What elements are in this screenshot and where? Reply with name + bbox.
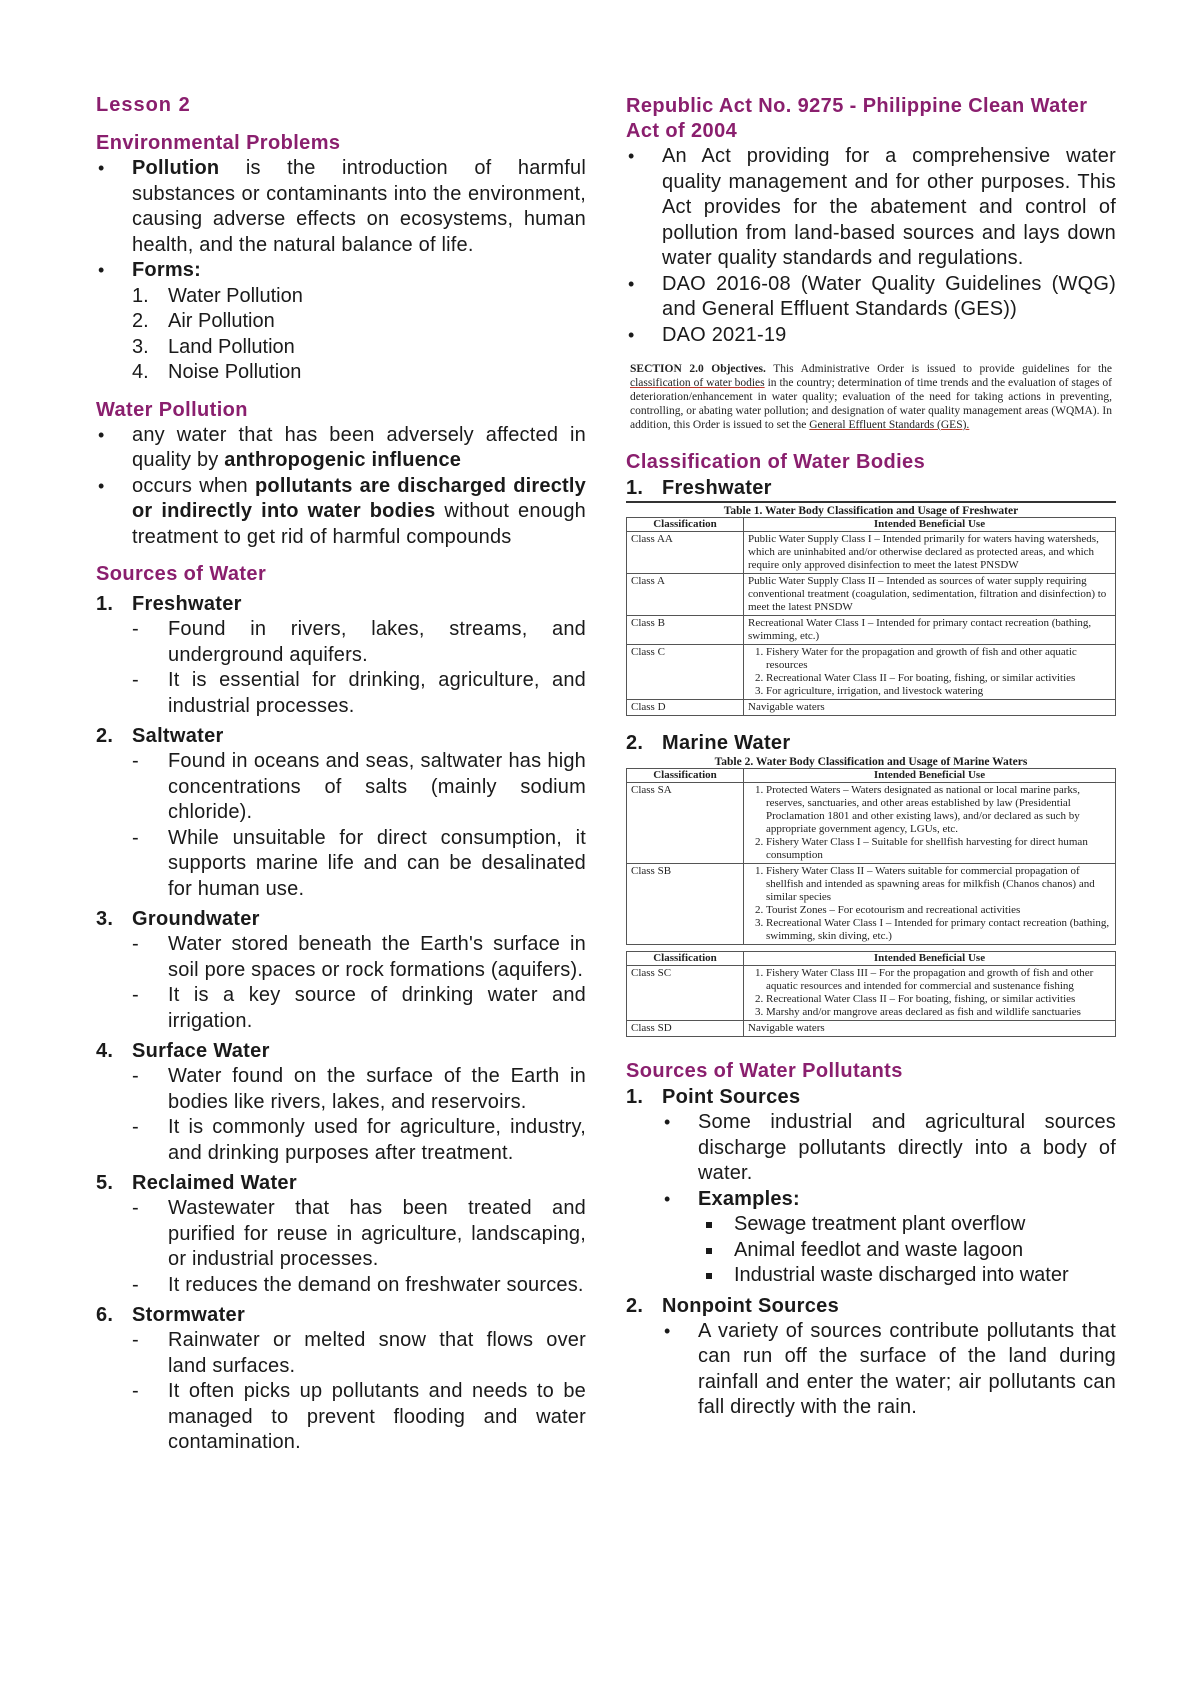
use-cell: Recreational Water Class I – Intended for primary contact recreation (bathing, swimming, etc.) — [744, 616, 1116, 645]
forms-item — [96, 258, 586, 284]
nonpoint-title: Nonpoint Sources — [662, 1294, 840, 1317]
excerpt-section-title: SECTION 2.0 Objectives. — [630, 363, 766, 375]
marine-title: Marine Water — [662, 732, 791, 754]
env-problems-list — [96, 156, 586, 284]
source-title-text: Saltwater — [132, 725, 224, 747]
marine-head — [626, 730, 1116, 756]
water-pollution-bullet-2 — [96, 474, 586, 551]
class-cell: Class SB — [627, 864, 744, 945]
form-number: 2. — [132, 310, 149, 332]
table-3-col-use: Intended Beneficial Use — [744, 952, 1116, 966]
form-label: Water Pollution — [168, 284, 303, 307]
example-item: Sewage treatment plant overflow — [662, 1212, 1116, 1238]
lesson-title: Lesson 2 — [96, 94, 191, 116]
nonpoint-num: 2. — [626, 1294, 644, 1317]
source-detail: - While unsuitable for direct consumption, it supports marine life and can be desalinated for human use. — [96, 826, 586, 903]
source-title — [96, 723, 586, 749]
use-list-item: 2. Recreational Water Class II – For boating, fishing, or similar activities — [766, 672, 1111, 685]
marine-num: 2. — [626, 732, 644, 754]
source-title-text: Groundwater — [132, 908, 260, 930]
source-number: 6. — [96, 1304, 114, 1326]
use-list — [748, 865, 1111, 943]
nonpoint-sources — [626, 1293, 1116, 1421]
wp-b1-text: any water that has been adversely affected in quality by — [132, 423, 586, 471]
nonpoint-sources-list — [626, 1319, 1116, 1421]
use-list — [748, 646, 1111, 698]
source-title — [96, 1302, 586, 1328]
pollution-definition — [96, 156, 586, 258]
class-cell: Class SD — [627, 1021, 744, 1037]
table-row — [627, 864, 1116, 945]
freshwater-head — [626, 475, 1116, 501]
use-list-item: 2. Fishery Water Class I – Suitable for shellfish harvesting for direct human consumption — [766, 836, 1111, 862]
use-cell — [744, 783, 1116, 864]
source-detail: - Found in oceans and seas, saltwater has high concentrations of salts (mainly sodium chloride). — [96, 749, 586, 826]
class-cell: Class D — [627, 700, 744, 716]
table-1 — [626, 501, 1116, 716]
table-row — [627, 1021, 1116, 1037]
table-2-caption: Table 2. Water Body Classification and Usage of Marine Waters — [714, 756, 1028, 768]
use-cell: Navigable waters — [744, 1021, 1116, 1037]
use-cell — [744, 645, 1116, 700]
examples-label: Examples: — [698, 1187, 800, 1210]
table-row — [627, 574, 1116, 616]
use-list-item: 3. Recreational Water Class I – Intended for primary contact recreation (bathing, swimming, skin diving, etc.) — [766, 917, 1111, 943]
source-item — [96, 1302, 586, 1456]
table-row — [627, 616, 1116, 645]
class-cell: Class SC — [627, 966, 744, 1021]
source-number: 5. — [96, 1172, 114, 1194]
source-item — [96, 1038, 586, 1166]
use-list-item: 1. Fishery Water Class III – For the propagation and growth of fish and other aquatic resources and intended for commercial and sustenance fishing — [766, 967, 1111, 993]
source-detail: - Rainwater or melted snow that flows over land surfaces. — [96, 1328, 586, 1379]
source-detail: - It is essential for drinking, agriculture, and industrial processes. — [96, 668, 586, 719]
source-title-text: Surface Water — [132, 1040, 270, 1062]
ra-heading: Republic Act No. 9275 - Philippine Clean Water Act of 2004 — [626, 95, 1088, 142]
use-list-item: 2. Recreational Water Class II – For boating, fishing, or similar activities — [766, 993, 1111, 1006]
use-cell: Public Water Supply Class I – Intended primarily for waters having watersheds, which are uninhabited and/or otherwise declared as protected areas, and which require only approved disinfection to meet the latest PNSDW — [744, 532, 1116, 574]
form-item — [96, 335, 586, 361]
source-details — [96, 932, 586, 1034]
forms-label: Forms: — [132, 259, 201, 281]
pollutants-heading: Sources of Water Pollutants — [626, 1060, 903, 1082]
wp-b2-bold: pollutants are discharged directly or indirectly into water bodies — [132, 474, 586, 522]
use-cell: Public Water Supply Class II – Intended as sources of water supply requiring conventional treatment (coagulation, sedimentation, filtration and disinfection) to meet the latest PNSDW — [744, 574, 1116, 616]
excerpt-underline-2: General Effluent Standards (GES). — [809, 419, 970, 431]
class-cell: Class B — [627, 616, 744, 645]
point-sources — [626, 1084, 1116, 1289]
table-row — [627, 966, 1116, 1021]
example-item: Animal feedlot and waste lagoon — [662, 1238, 1116, 1264]
source-details — [96, 1196, 586, 1298]
form-label: Air Pollution — [168, 310, 275, 332]
point-sources-list — [626, 1110, 1116, 1212]
use-list-item: 1. Fishery Water Class II – Waters suitable for commercial propagation of shellfish and intended as spawning areas for milkfish (Chanos chanos) and similar species — [766, 865, 1111, 904]
class-cell: Class AA — [627, 532, 744, 574]
source-details — [96, 1328, 586, 1456]
source-item — [96, 906, 586, 1034]
example-item: Industrial waste discharged into water — [662, 1263, 1116, 1289]
class-cell: Class A — [627, 574, 744, 616]
use-cell — [744, 864, 1116, 945]
sources-list — [96, 591, 586, 1456]
use-list-item: 1. Fishery Water for the propagation and growth of fish and other aquatic resources — [766, 646, 1111, 672]
excerpt-text-a: This Administrative Order is issued to provide guidelines for the — [765, 363, 1112, 375]
examples-item — [626, 1187, 1116, 1213]
source-detail: - It reduces the demand on freshwater sources. — [96, 1273, 586, 1299]
pollution-def-text: is the introduction of harmful substances or contaminants into the environment, causing adverse effects on ecosystems, human health, and the natural balance of life. — [132, 157, 586, 256]
source-number: 4. — [96, 1040, 114, 1062]
table-3 — [626, 951, 1116, 1037]
source-detail: - It is a key source of drinking water and irrigation. — [96, 983, 586, 1034]
wp-b2-text: occurs when — [132, 474, 255, 497]
source-title — [96, 1170, 586, 1196]
table-2-col-use: Intended Beneficial Use — [744, 769, 1116, 783]
source-detail: - Found in rivers, lakes, streams, and underground aquifers. — [96, 617, 586, 668]
table-row — [627, 532, 1116, 574]
table-1-col-use: Intended Beneficial Use — [744, 518, 1116, 532]
form-label: Noise Pollution — [168, 361, 302, 383]
source-item — [96, 591, 586, 719]
table-3-col-class: Classification — [627, 952, 744, 966]
use-list-item: 1. Protected Waters – Waters designated as national or local marine parks, reserves, sanctuaries, and other areas established by law (Presidential Proclamation 1801 and other existing laws), and/or declared as such by appropriate government agency, LGUs, etc. — [766, 784, 1111, 836]
class-cell: Class SA — [627, 783, 744, 864]
fresh-title: Freshwater — [662, 477, 772, 499]
source-details — [96, 617, 586, 719]
form-label: Land Pollution — [168, 335, 295, 358]
use-list — [748, 784, 1111, 862]
source-details — [96, 749, 586, 902]
table-3-grid — [626, 951, 1116, 1037]
use-cell — [744, 966, 1116, 1021]
nonpoint-sources-head — [626, 1293, 1116, 1319]
use-list-item: 3. Marshy and/or mangrove areas declared as fish and wildlife sanctuaries — [766, 1006, 1111, 1019]
use-list-item: 3. For agriculture, irrigation, and livestock watering — [766, 685, 1111, 698]
source-detail: - It is commonly used for agriculture, industry, and drinking purposes after treatment. — [96, 1115, 586, 1166]
use-list-item: 2. Tourist Zones – For ecotourism and recreational activities — [766, 904, 1111, 917]
form-number: 3. — [132, 335, 149, 358]
source-title — [96, 1038, 586, 1064]
fresh-num: 1. — [626, 477, 644, 499]
table-row — [627, 700, 1116, 716]
env-problems-heading: Environmental Problems — [96, 132, 341, 154]
class-cell: Class C — [627, 645, 744, 700]
source-detail: - Wastewater that has been treated and purified for reuse in agriculture, landscaping, or industrial processes. — [96, 1196, 586, 1273]
source-number: 1. — [96, 593, 114, 615]
source-title-text: Freshwater — [132, 593, 242, 615]
freshwater-subheading — [626, 475, 1116, 501]
wp-b2-post: without enough treatment to get rid of harmful compounds — [132, 500, 586, 548]
source-title-text: Reclaimed Water — [132, 1172, 297, 1194]
source-details — [96, 1064, 586, 1166]
forms-list — [96, 284, 586, 386]
ra-bullet: • DAO 2021-19 — [626, 323, 1116, 349]
marine-subheading — [626, 730, 1116, 756]
form-item — [96, 360, 586, 386]
source-title — [96, 906, 586, 932]
source-detail: - Water found on the surface of the Earth in bodies like rivers, lakes, and reservoirs. — [96, 1064, 586, 1115]
sources-heading: Sources of Water — [96, 563, 267, 585]
source-detail: - Water stored beneath the Earth's surface in soil pore spaces or rock formations (aquifers). — [96, 932, 586, 983]
form-number: 1. — [132, 284, 149, 307]
table-row — [627, 783, 1116, 864]
table-1-caption: Table 1. Water Body Classification and Usage of Freshwater — [723, 505, 1019, 517]
classification-heading: Classification of Water Bodies — [626, 451, 926, 473]
table-2-grid — [626, 768, 1116, 945]
pollution-term: Pollution — [132, 157, 220, 179]
right-column — [626, 94, 1116, 1421]
use-cell: Navigable waters — [744, 700, 1116, 716]
table-2-col-class: Classification — [627, 769, 744, 783]
point-num: 1. — [626, 1086, 644, 1108]
source-item — [96, 723, 586, 902]
table-1-grid — [626, 517, 1116, 716]
point-sources-desc: • Some industrial and agricultural sources discharge pollutants directly into a body of water. — [626, 1110, 1116, 1187]
source-number: 2. — [96, 725, 114, 747]
wp-b1-bold: anthropogenic influence — [224, 449, 462, 471]
form-number: 4. — [132, 361, 149, 383]
excerpt-text-b: in the country; determination of time trends and the evaluation of stages of deterioration/enhancement in water quality; evaluation of the need for taking actions in preventing, controlling, or abating water pollution; and designation of water quality management areas (WQMA). In addition, this Order is issued to set the — [630, 377, 1112, 431]
source-title — [96, 591, 586, 617]
table-2 — [626, 756, 1116, 945]
table-row — [627, 645, 1116, 700]
table-1-col-class: Classification — [627, 518, 744, 532]
form-item — [96, 309, 586, 335]
source-number: 3. — [96, 908, 114, 930]
point-title: Point Sources — [662, 1086, 801, 1108]
ra-list — [626, 144, 1116, 348]
form-item — [96, 284, 586, 310]
water-pollution-heading: Water Pollution — [96, 398, 248, 421]
ra-bullet: • DAO 2016-08 (Water Quality Guidelines (WQG) and General Effluent Standards (GES)) — [626, 272, 1116, 323]
point-sources-head — [626, 1084, 1116, 1110]
examples-list — [626, 1212, 1116, 1289]
source-title-text: Stormwater — [132, 1304, 246, 1326]
source-detail: - It often picks up pollutants and needs to be managed to prevent flooding and water contamination. — [96, 1379, 586, 1456]
nonpoint-sources-desc: • A variety of sources contribute pollutants that can run off the surface of the land during rainfall and enter the water; air pollutants can fall directly with the rain. — [626, 1319, 1116, 1421]
water-pollution-list — [96, 423, 586, 551]
left-column — [96, 94, 586, 1456]
excerpt-underline-1: classification of water bodies — [630, 377, 765, 389]
water-pollution-bullet-1 — [96, 423, 586, 474]
dao-excerpt — [626, 362, 1116, 432]
source-item — [96, 1170, 586, 1298]
use-list — [748, 967, 1111, 1019]
ra-bullet: • An Act providing for a comprehensive water quality management and for other purposes. This Act provides for the abatement and control of pollution from land-based sources and lays down water quality standards and regulations. — [626, 144, 1116, 272]
